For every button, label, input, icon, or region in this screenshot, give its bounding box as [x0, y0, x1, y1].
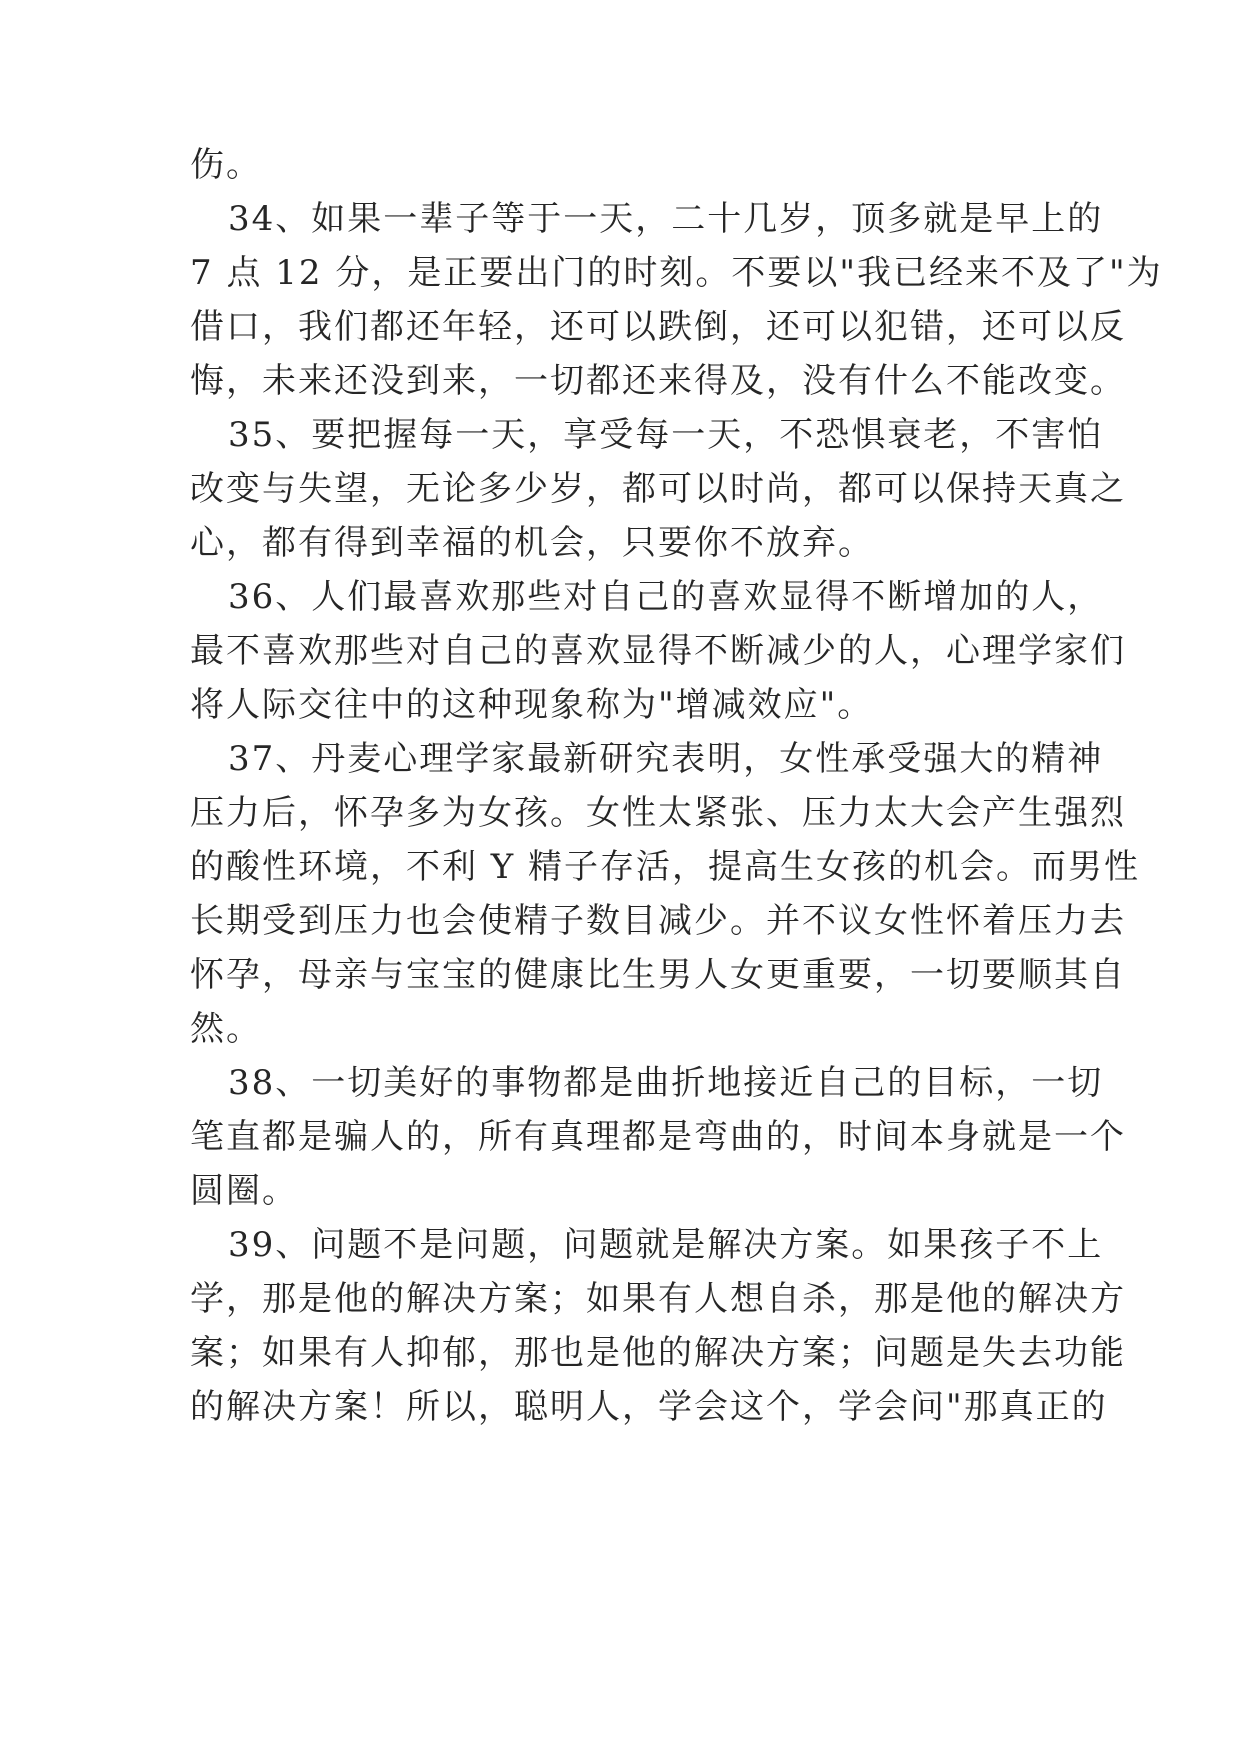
item-39-start: 39、问题不是问题，问题就是解决方案。如果孩子不上 — [228, 1225, 1104, 1265]
text-line: 圆圈。 — [190, 1171, 298, 1211]
text-line: 然。 — [190, 1009, 262, 1049]
text-line: 怀孕，母亲与宝宝的健康比生男人女更重要，一切要顺其自 — [190, 955, 1126, 995]
text-line: 改变与失望，无论多少岁，都可以时尚，都可以保持天真之 — [190, 469, 1126, 509]
item-35-start: 35、要把握每一天，享受每一天，不恐惧衰老，不害怕 — [228, 415, 1104, 455]
item-36-start: 36、人们最喜欢那些对自己的喜欢显得不断增加的人， — [228, 577, 1104, 617]
text-line: 长期受到压力也会使精子数目减少。并不议女性怀着压力去 — [190, 901, 1126, 941]
text-line: 的酸性环境，不利 Y 精子存活，提高生女孩的机会。而男性 — [190, 847, 1141, 887]
item-34-start: 34、如果一辈子等于一天，二十几岁，顶多就是早上的 — [228, 199, 1104, 239]
text-line: 压力后，怀孕多为女孩。女性太紧张、压力太大会产生强烈 — [190, 793, 1126, 833]
text-line: 借口，我们都还年轻，还可以跌倒，还可以犯错，还可以反 — [190, 307, 1126, 347]
text-line: 学，那是他的解决方案；如果有人想自杀，那是他的解决方 — [190, 1279, 1126, 1319]
text-line: 伤。 — [190, 145, 262, 185]
item-38-start: 38、一切美好的事物都是曲折地接近自己的目标，一切 — [228, 1063, 1104, 1103]
text-line: 将人际交往中的这种现象称为"增减效应"。 — [190, 685, 874, 725]
text-line: 笔直都是骗人的，所有真理都是弯曲的，时间本身就是一个 — [190, 1117, 1126, 1157]
text-line: 7 点 12 分，是正要出门的时刻。不要以"我已经来不及了"为 — [190, 253, 1163, 293]
text-line: 心，都有得到幸福的机会，只要你不放弃。 — [190, 523, 874, 563]
text-line: 案；如果有人抑郁，那也是他的解决方案；问题是失去功能 — [190, 1333, 1126, 1373]
text-line: 最不喜欢那些对自己的喜欢显得不断减少的人，心理学家们 — [190, 631, 1126, 671]
text-line: 悔，未来还没到来，一切都还来得及，没有什么不能改变。 — [190, 361, 1126, 401]
text-line: 的解决方案！所以，聪明人，学会这个，学会问"那真正的 — [190, 1387, 1108, 1427]
item-37-start: 37、丹麦心理学家最新研究表明，女性承受强大的精神 — [228, 739, 1104, 779]
